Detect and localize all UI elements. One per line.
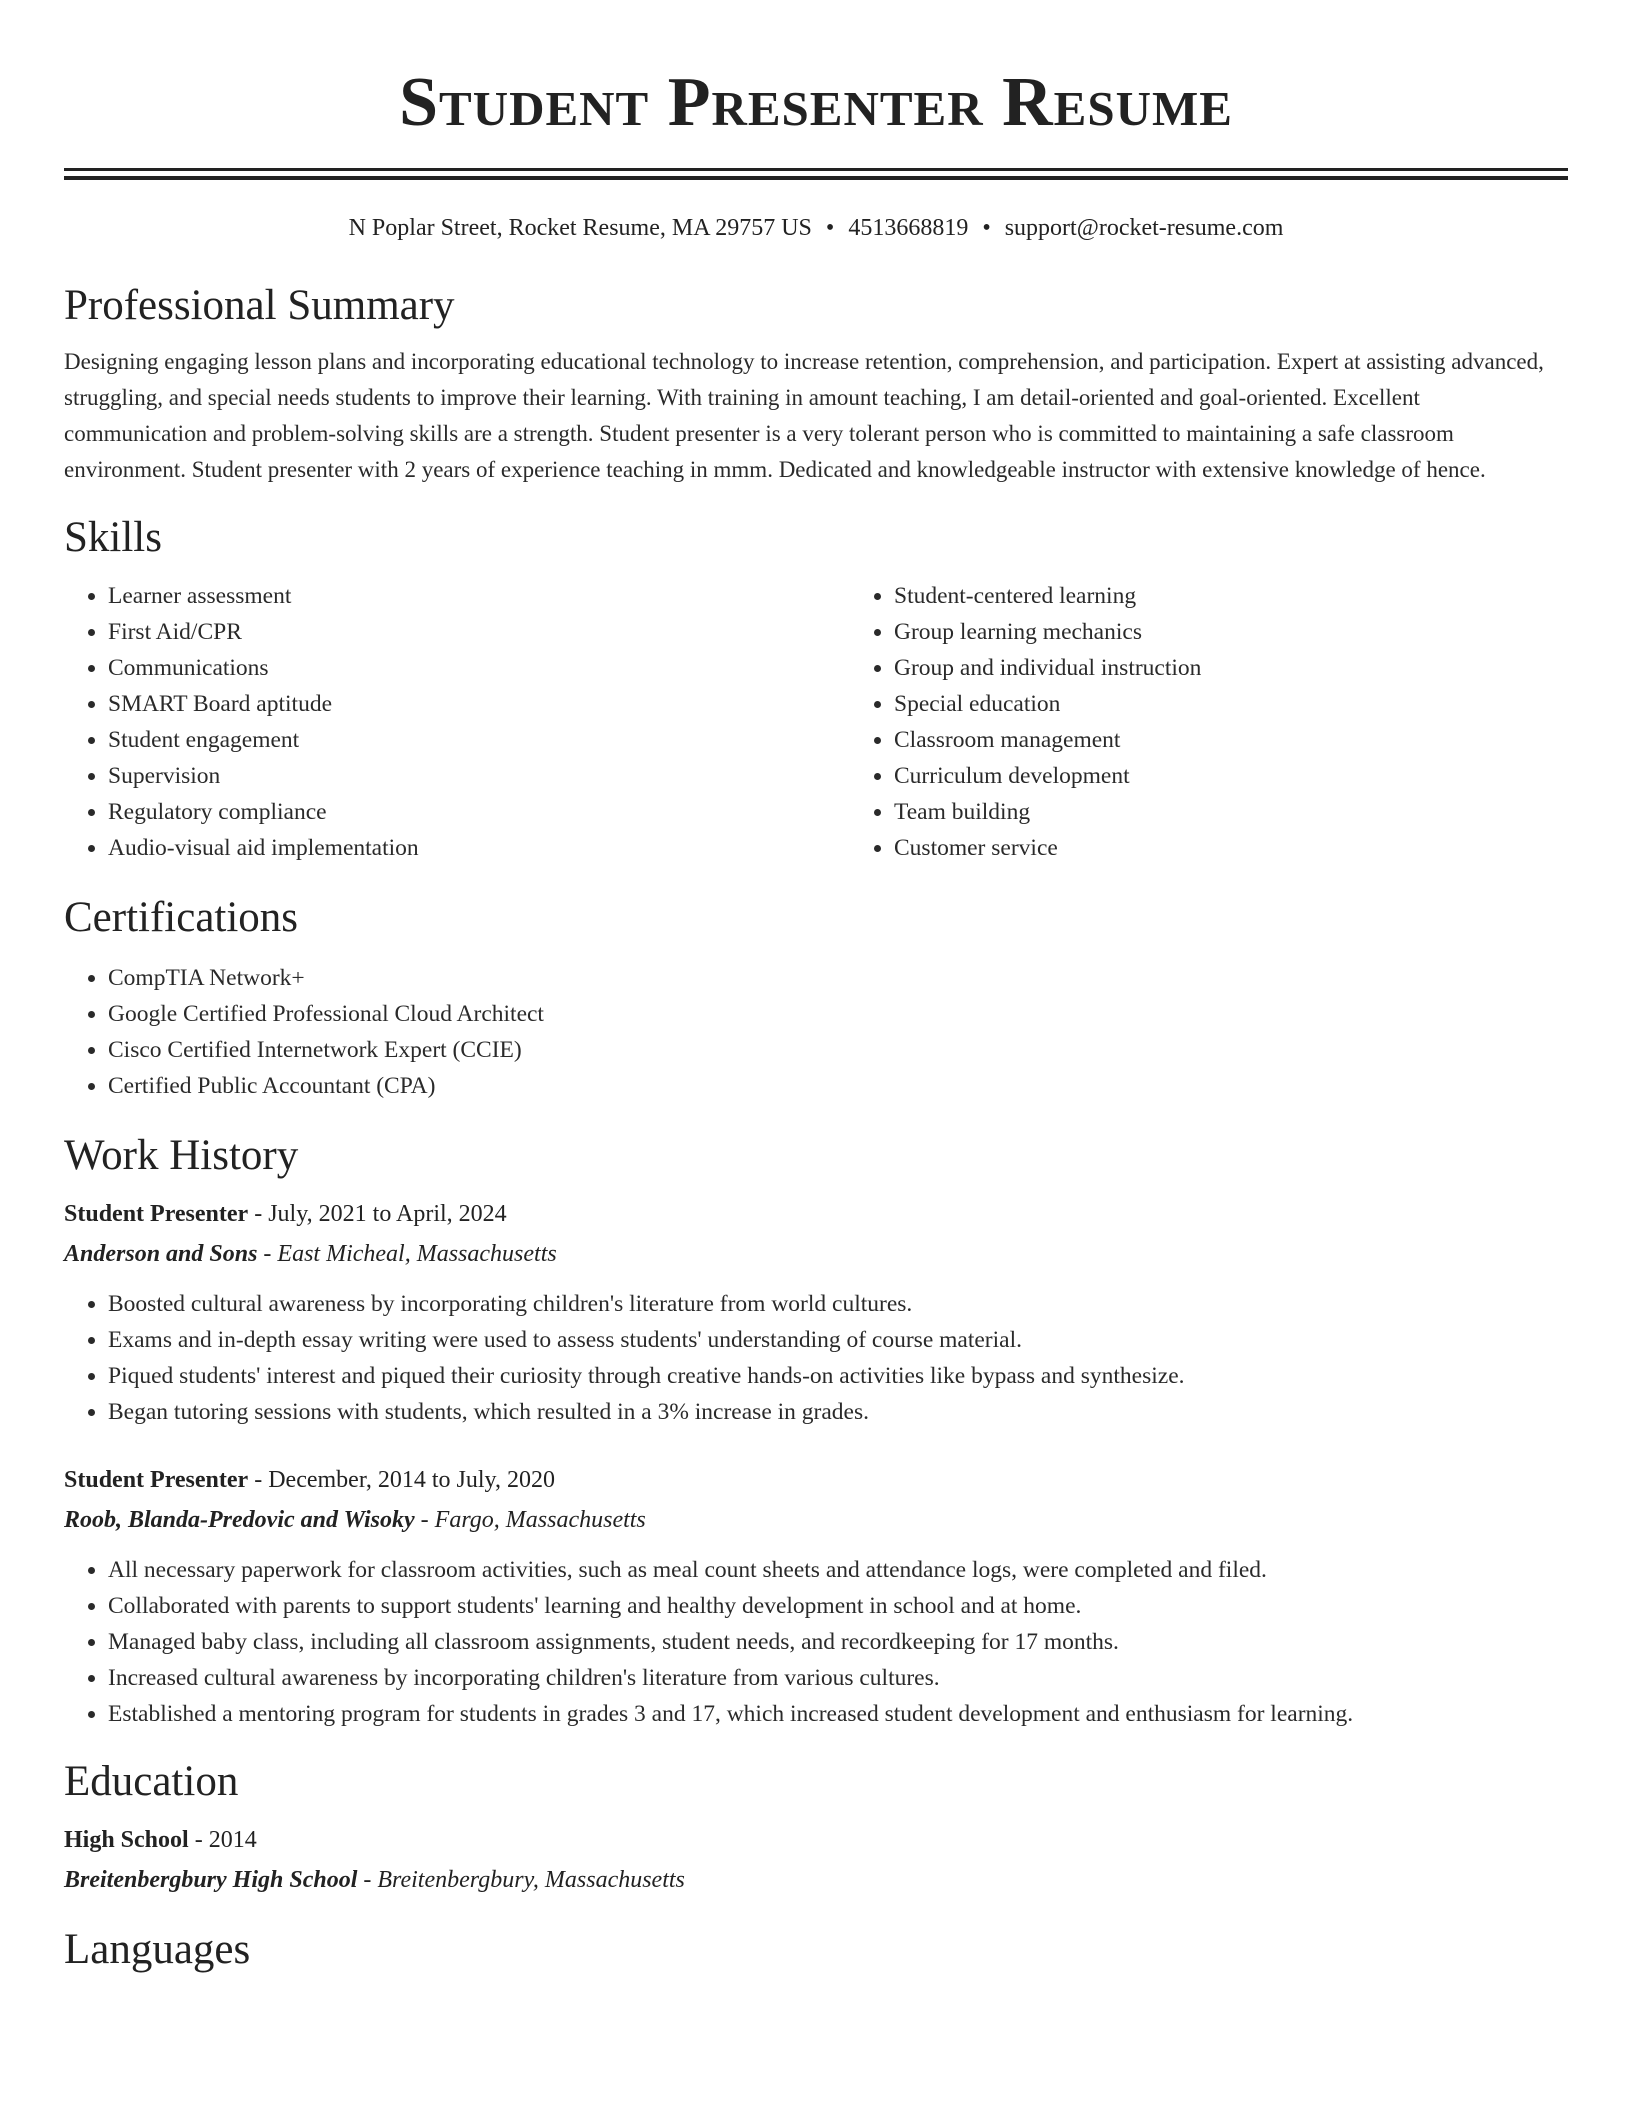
education-section <box>64 1754 1568 1900</box>
contact-email: support@rocket-resume.com <box>1004 215 1284 241</box>
languages-section <box>64 1922 1568 1978</box>
employer-line: Anderson and Sons - East Micheal, Massachusetts <box>64 1241 557 1267</box>
work-history-section <box>64 1128 1568 1732</box>
work-history-heading: Work History <box>64 1132 299 1179</box>
job-bullet: • Boosted cultural awareness by incorporating children's literature from world cultures. <box>108 1286 1568 1322</box>
job-bullet: • Established a mentoring program for students in grades 3 and 17, which increased student development and enthusiasm for learning. <box>108 1696 1568 1732</box>
job-bullet: • Increased cultural awareness by incorporating children's literature from various cultures. <box>108 1660 1568 1696</box>
school-line: Breitenbergbury High School - Breitenbergbury, Massachusetts <box>64 1867 685 1893</box>
job-title-line: Student Presenter - July, 2021 to April, 2024 <box>64 1201 507 1227</box>
certifications-list <box>64 960 1568 1104</box>
skill-item: • Classroom management <box>894 722 1632 758</box>
skill-item: • Communications <box>108 650 850 686</box>
job-bullet: • Piqued students' interest and piqued their curiosity through creative hands-on activities like bypass and synthesize. <box>108 1358 1568 1394</box>
contact-separator: • <box>982 215 991 241</box>
education-heading: Education <box>64 1758 239 1805</box>
job-bullets <box>64 1286 1568 1430</box>
title-double-rule <box>64 168 1568 180</box>
contact-phone: 4513668819 <box>848 215 969 241</box>
skill-item: • Student engagement <box>108 722 850 758</box>
summary-heading: Professional Summary <box>64 282 455 329</box>
certifications-section <box>64 890 1568 1104</box>
skills-heading: Skills <box>64 514 162 561</box>
skill-item: • Team building <box>894 794 1632 830</box>
skill-item: • Supervision <box>108 758 850 794</box>
certifications-heading: Certifications <box>64 894 299 941</box>
degree-line: High School - 2014 <box>64 1827 257 1853</box>
skill-item: • Customer service <box>894 830 1632 866</box>
skills-left-list <box>64 578 850 866</box>
job-dates: December, 2014 to July, 2020 <box>268 1467 555 1493</box>
job-bullets <box>64 1552 1568 1732</box>
resume-page <box>64 0 1568 1978</box>
skill-item: • Audio-visual aid implementation <box>108 830 850 866</box>
skill-item: • Curriculum development <box>894 758 1632 794</box>
summary-section <box>64 278 1568 488</box>
skill-item: • Learner assessment <box>108 578 850 614</box>
skill-item: • First Aid/CPR <box>108 614 850 650</box>
school-name: Breitenbergbury High School <box>64 1867 358 1893</box>
skill-item: • Special education <box>894 686 1632 722</box>
education-entry <box>64 1820 1568 1900</box>
languages-heading: Languages <box>64 1926 251 1973</box>
certification-item: • Cisco Certified Internetwork Expert (CCIE) <box>108 1032 1568 1068</box>
skill-item: • Group and individual instruction <box>894 650 1632 686</box>
skills-right-list <box>850 578 1632 866</box>
job-bullet: • Began tutoring sessions with students, which resulted in a 3% increase in grades. <box>108 1394 1568 1430</box>
contact-line <box>64 212 1568 244</box>
job-entry <box>64 1194 1568 1430</box>
skills-section <box>64 510 1568 866</box>
employer-location: Fargo, Massachusetts <box>434 1507 646 1533</box>
certification-item: • Certified Public Accountant (CPA) <box>108 1068 1568 1104</box>
degree: High School <box>64 1827 189 1853</box>
employer-name: Roob, Blanda-Predovic and Wisoky <box>64 1507 415 1533</box>
job-title-line: Student Presenter - December, 2014 to July, 2020 <box>64 1467 555 1493</box>
certification-item: • CompTIA Network+ <box>108 960 1568 996</box>
employer-location: East Micheal, Massachusetts <box>277 1241 557 1267</box>
job-bullet: • Collaborated with parents to support students' learning and healthy development in school and at home. <box>108 1588 1568 1624</box>
graduation-year: 2014 <box>208 1827 257 1853</box>
job-entry <box>64 1460 1568 1732</box>
skills-columns <box>64 578 1568 866</box>
job-bullet: • Managed baby class, including all classroom assignments, student needs, and recordkeeping for 17 months. <box>108 1624 1568 1660</box>
job-dates: July, 2021 to April, 2024 <box>268 1201 507 1227</box>
job-title: Student Presenter <box>64 1201 249 1227</box>
job-bullet: • All necessary paperwork for classroom activities, such as meal count sheets and attendance logs, were completed and filed. <box>108 1552 1568 1588</box>
skill-item: • Regulatory compliance <box>108 794 850 830</box>
summary-text: Designing engaging lesson plans and incorporating educational technology to increase retention, comprehension, and participation. Expert at assisting advanced, struggling, and special needs students to improve their learning. With training in amount teaching, I am detail-oriented and goal-oriented. Excellent communication and problem-solving skills are a strength. Student presenter is a very tolerant person who is committed to maintaining a safe classroom environment. Student presenter with 2 years of experience teaching in mmm. Dedicated and knowledgeable instructor with extensive knowledge of hence. <box>64 349 1544 482</box>
skill-item: • SMART Board aptitude <box>108 686 850 722</box>
resume-title: Student Presenter Resume <box>399 64 1233 141</box>
job-bullet: • Exams and in-depth essay writing were used to assess students' understanding of course material. <box>108 1322 1568 1358</box>
skill-item: • Group learning mechanics <box>894 614 1632 650</box>
contact-address: N Poplar Street, Rocket Resume, MA 29757 US <box>348 215 812 241</box>
contact-separator: • <box>825 215 835 241</box>
certification-item: • Google Certified Professional Cloud Architect <box>108 996 1568 1032</box>
employer-line: Roob, Blanda-Predovic and Wisoky - Fargo, Massachusetts <box>64 1507 646 1533</box>
school-location: Breitenbergbury, Massachusetts <box>377 1867 685 1893</box>
employer-name: Anderson and Sons <box>64 1241 258 1267</box>
skill-item: • Student-centered learning <box>894 578 1632 614</box>
job-title: Student Presenter <box>64 1467 249 1493</box>
